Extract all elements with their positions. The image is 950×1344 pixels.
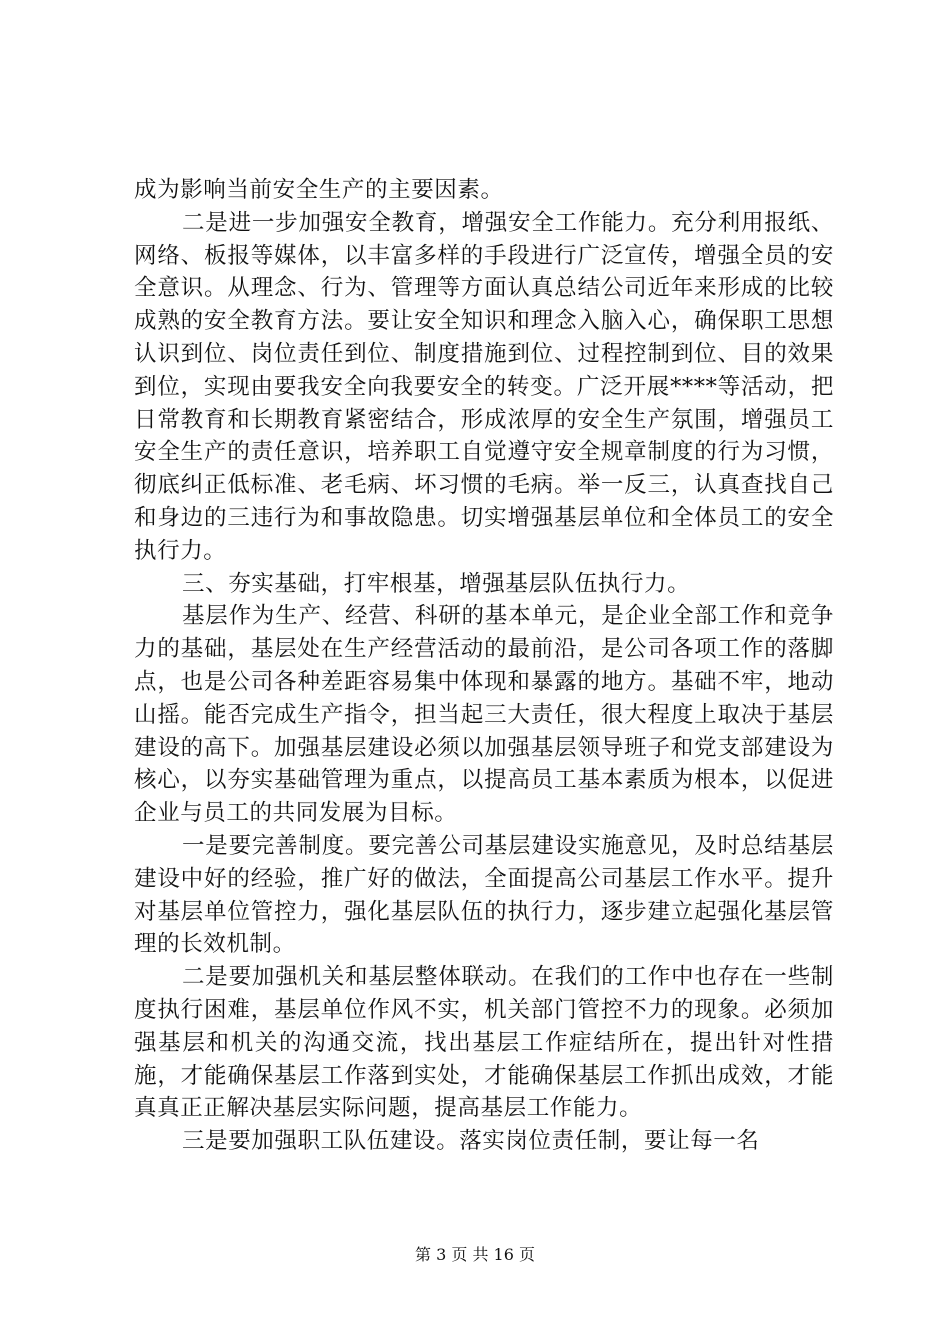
page-number-footer: 第 3 页 共 16 页 <box>415 1245 535 1264</box>
paragraph-linkage: 二是要加强机关和基层整体联动。在我们的工作中也存在一些制度执行困难，基层单位作风不实，机关部门管控不力的现象。必须加强基层和机关的沟通交流，找出基层工作症结所在，提出针对性措施，才能确保基层工作落到实处，才能确保基层工作抓出成效，才能真真正正解决基层实际问题，提高基层工作能力。 <box>134 964 834 1122</box>
paragraph-improve-system: 一是要完善制度。要完善公司基层建设实施意见，及时总结基层建设中好的经验，推广好的做法，全面提高公司基层工作水平。提升对基层单位管控力，强化基层队伍的执行力，逐步建立起强化基层管理的长效机制。 <box>134 832 834 958</box>
paragraph-continuation: 成为影响当前安全生产的主要因素。 <box>134 177 504 203</box>
paragraph-safety-education: 二是进一步加强安全教育，增强安全工作能力。充分利用报纸、网络、板报等媒体，以丰富多样的手段进行广泛宣传，增强全员的安全意识。从理念、行为、管理等方面认真总结公司近年来形成的比较成熟的安全教育方法。要让安全知识和理念入脑入心，确保职工思想认识到位、岗位责任到位、制度措施到位、过程控制到位、目的效果到位，实现由要我安全向我要安全的转变。广泛开展****等活动，把日常教育和长期教育紧密结合，形成浓厚的安全生产氛围，增强员工安全生产的责任意识，培养职工自觉遵守安全规章制度的行为习惯，彻底纠正低标准、老毛病、坏习惯的毛病。举一反三，认真查找自己和身边的三违行为和事故隐患。切实增强基层单位和全体员工的安全执行力。 <box>134 209 834 564</box>
section-heading-grassroots: 三、夯实基础，打牢根基，增强基层队伍执行力。 <box>182 570 691 597</box>
paragraph-workforce: 三是要加强职工队伍建设。落实岗位责任制，要让每一名 <box>182 1128 760 1155</box>
paragraph-grassroots-foundation: 基层作为生产、经营、科研的基本单元，是企业全部工作和竞争力的基础，基层处在生产经营活动的最前沿，是公司各项工作的落脚点，也是公司各种差距容易集中体现和暴露的地方。基础不牢，地动山摇。能否完成生产指令，担当起三大责任，很大程度上取决于基层建设的高下。加强基层建设必须以加强基层领导班子和党支部建设为核心，以夯实基础管理为重点，以提高员工基本素质为根本，以促进企业与员工的共同发展为目标。 <box>134 603 834 827</box>
document-body <box>134 174 834 1158</box>
